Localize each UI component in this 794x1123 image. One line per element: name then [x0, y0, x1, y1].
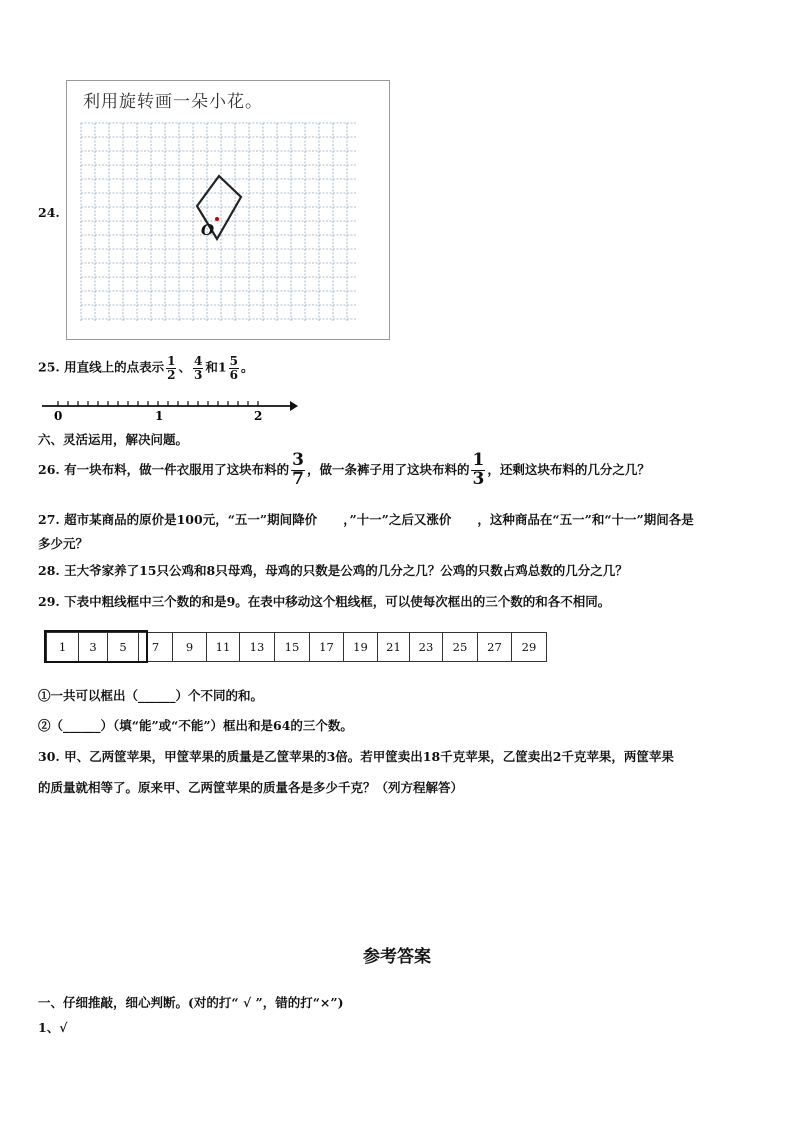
- question-29-sub2: ②（______）（填“能”或“不能”）框出和是64的三个数。: [38, 718, 353, 733]
- answers-section-1: 一、仔细推敲，细心判断。(对的打“ √ ”，错的打“×”): [38, 995, 344, 1010]
- question-29-sub1: ①一共可以框出（______）个不同的和。: [38, 688, 264, 703]
- number-table: [46, 632, 547, 662]
- point-o-label: O: [201, 221, 215, 239]
- figure-title: 利用旋转画一朵小花。: [83, 92, 263, 112]
- fraction-4-3: $\frac{4}{3}$: [194, 354, 203, 382]
- table-cell: 13: [240, 633, 275, 662]
- table-cell: 29: [512, 633, 547, 662]
- fraction-5-6: $\frac{5}{6}$: [229, 354, 238, 382]
- number-line: [38, 396, 298, 424]
- question-28: 28. 王大爷家养了15只公鸡和8只母鸡，母鸡的只数是公鸡的几分之几？公鸡的只数占鸡总数的几分之几？: [38, 563, 628, 578]
- answers-heading: 参考答案: [363, 947, 431, 967]
- answer-1: 1、√: [38, 1020, 68, 1035]
- question-30-line1: 30. 甲、乙两筐苹果，甲筐苹果的质量是乙筐苹果的3倍。若甲筐卖出18千克苹果，乙筐卖出2千克苹果，两筐苹果: [38, 749, 674, 764]
- table-cell: 1: [47, 633, 79, 662]
- table-cell: 7: [139, 633, 173, 662]
- table-cell: 15: [275, 633, 310, 662]
- table-cell: 19: [344, 633, 378, 662]
- table-cell: 21: [378, 633, 410, 662]
- tick-label-2: 2: [254, 409, 263, 423]
- question-26: 26. 有一块布料，做一件衣服用了这块布料的 $\frac{3}{7}$ ，做一条裤子用了这块布料的 $\frac{1}{3}$ ，还剩这块布料的几分之几？: [38, 450, 650, 489]
- question-30-line2: 的质量就相等了。原来甲、乙两筐苹果的质量各是多少千克？（列方程解答）: [38, 780, 464, 795]
- grid-drawing: [67, 81, 389, 339]
- question-27-line1: 27. 超市某商品的原价是100元，“五一”期间降价 ，”十一”之后又涨价 ，这种商品在“五一”和“十一”期间各是: [38, 512, 694, 527]
- tick-label-0: 0: [54, 409, 63, 423]
- tick-label-1: 1: [155, 409, 164, 423]
- fraction-1-2: $\frac{1}{2}$: [167, 354, 176, 382]
- table-cell: 9: [173, 633, 207, 662]
- fraction-1-3: $\frac{1}{3}$: [472, 450, 485, 489]
- rotation-center-point: [215, 217, 219, 221]
- question-29: 29. 下表中粗线框中三个数的和是9。在表中移动这个粗线框，可以使每次框出的三个数的和各不相同。: [38, 594, 611, 609]
- table-cell: 25: [443, 633, 478, 662]
- table-cell: 11: [207, 633, 240, 662]
- question-25: 25. 用直线上的点表示 $\frac{1}{2}$ 、 $\frac{4}{3}$ 和1 $\frac{5}{6}$ 。: [38, 354, 254, 382]
- section-6-heading: 六、灵活运用，解决问题。: [38, 432, 189, 447]
- question-24-number: 24.: [38, 205, 60, 220]
- table-cell: 23: [410, 633, 443, 662]
- table-cell: 5: [108, 633, 139, 662]
- table-cell: 27: [478, 633, 512, 662]
- question-27-line2: 多少元？: [38, 536, 89, 551]
- fraction-3-7: $\frac{3}{7}$: [292, 450, 304, 489]
- rotation-figure: [66, 80, 390, 340]
- table-cell: 3: [79, 633, 108, 662]
- table-cell: 17: [310, 633, 344, 662]
